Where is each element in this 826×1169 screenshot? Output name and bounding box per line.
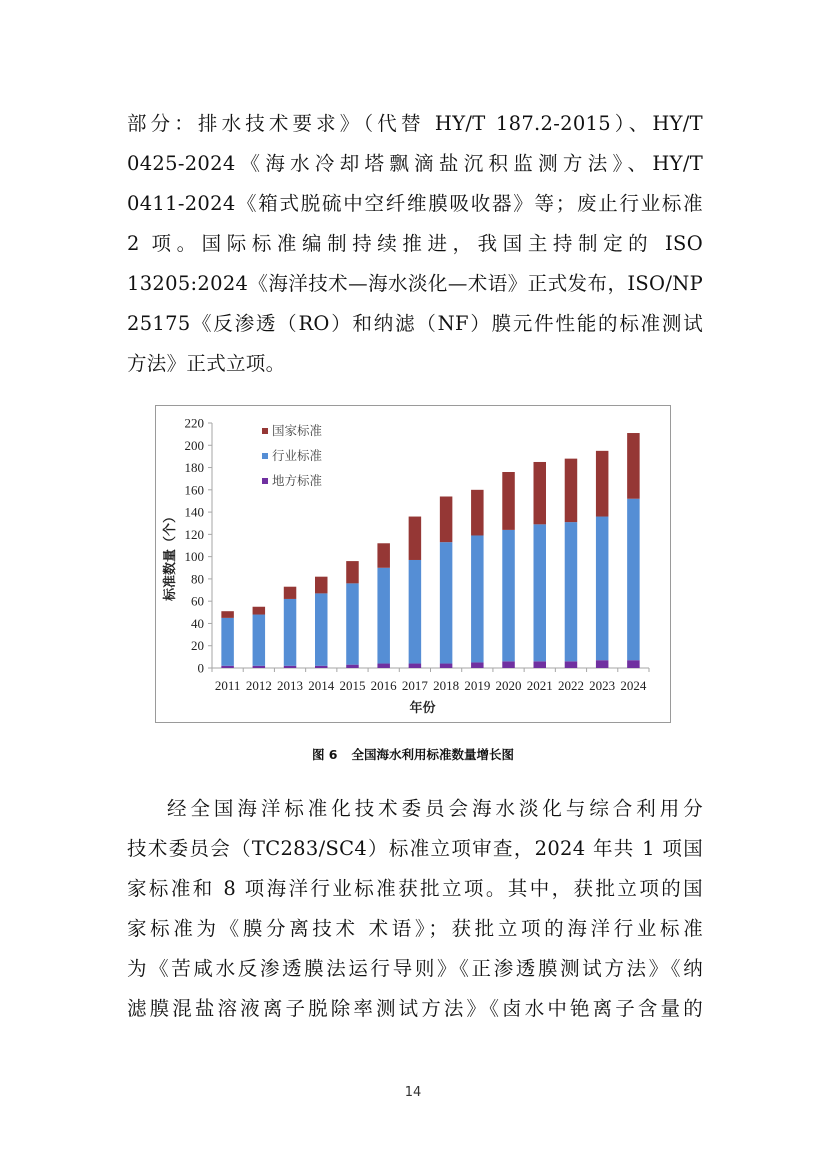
bar-segment — [627, 660, 640, 668]
bar-segment — [315, 666, 328, 668]
x-tick-label: 2021 — [526, 678, 553, 693]
bar-segment — [284, 587, 297, 599]
text-line: 方法》正式立项。 — [127, 352, 286, 375]
text-line: 经全国海洋标准化技术委员会海水淡化与综合利用分 — [167, 797, 703, 820]
bar-segment — [409, 560, 422, 664]
y-tick-label: 40 — [191, 615, 204, 631]
bar-segment — [346, 665, 359, 668]
x-tick-label: 2022 — [557, 678, 584, 693]
bar-segment — [534, 661, 547, 668]
legend-swatch — [262, 453, 268, 459]
x-tick-label: 2013 — [277, 678, 304, 693]
bar-segment — [534, 462, 547, 524]
x-tick-label: 2023 — [589, 678, 616, 693]
paragraph-project-approval — [127, 789, 703, 1029]
y-tick-label: 120 — [184, 526, 204, 542]
x-axis-label: 年份 — [409, 701, 436, 716]
y-tick-label: 180 — [184, 460, 204, 476]
bar-segment — [502, 530, 515, 661]
bar-segment — [502, 472, 515, 530]
bar-segment — [377, 568, 390, 664]
legend-label: 国家标准 — [272, 423, 323, 438]
bar-segment — [565, 459, 578, 522]
legend-label: 地方标准 — [272, 473, 323, 488]
y-tick-label: 220 — [184, 415, 204, 431]
bar-segment — [565, 522, 578, 661]
text-line: 家标准和 8 项海洋行业标准获批立项。其中，获批立项的国 — [127, 877, 703, 900]
bar-segment — [253, 607, 265, 615]
bar-segment — [253, 666, 265, 668]
bar-segment — [440, 664, 453, 668]
bar-segment — [471, 535, 484, 662]
bar-segment — [346, 561, 359, 583]
bar-segment — [440, 542, 453, 663]
figure-caption — [0, 745, 826, 763]
bar-segment — [221, 666, 234, 668]
legend-label: 行业标准 — [272, 448, 323, 463]
x-tick-label: 2012 — [245, 678, 272, 693]
bar-segment — [440, 497, 453, 543]
text-line: 部分：排水技术要求》（代替 HY/T 187.2-2015）、HY/T — [127, 112, 703, 135]
legend-swatch — [262, 428, 268, 434]
text-line: 25175《反渗透（RO）和纳滤（NF）膜元件性能的标准测试 — [127, 312, 703, 335]
page-number: 14 — [404, 1085, 422, 1100]
bar-segment — [596, 451, 609, 517]
bar-segment — [502, 661, 515, 668]
bar-segment — [221, 611, 234, 618]
x-tick-label: 2017 — [401, 678, 428, 693]
bar-segment — [315, 593, 328, 665]
x-tick-label: 2011 — [214, 678, 241, 693]
bar-segment — [253, 615, 265, 666]
bar-segment — [346, 583, 359, 664]
text-line: 滤膜混盐溶液离子脱除率测试方法》《卤水中铯离子含量的 — [127, 997, 703, 1020]
text-line: 技术委员会（TC283/SC4）标准立项审查，2024 年共 1 项国 — [127, 837, 703, 860]
text-line: 0411-2024《箱式脱硫中空纤维膜吸收器》等；废止行业标准 — [127, 192, 703, 215]
bar-segment — [284, 666, 297, 668]
x-tick-label: 2015 — [339, 678, 366, 693]
bar-segment — [565, 661, 578, 668]
caption-number: 图 6 — [311, 747, 338, 762]
bar-segment — [471, 662, 484, 668]
bar-segment — [627, 433, 640, 499]
bar-segment — [221, 618, 234, 666]
bar-segment — [627, 499, 640, 660]
paragraph-standards-list — [127, 104, 703, 384]
y-tick-label: 0 — [197, 660, 204, 676]
bar-segment — [471, 490, 484, 536]
text-line: 为《苦咸水反渗透膜法运行导则》《正渗透膜测试方法》《纳 — [127, 957, 703, 980]
bar-segment — [596, 660, 609, 668]
x-tick-label: 2020 — [495, 678, 522, 693]
caption-text: 全国海水利用标准数量增长图 — [351, 747, 515, 762]
text-line: 2 项。国际标准编制持续推进，我国主持制定的 ISO — [127, 232, 703, 255]
chart-figure — [155, 405, 671, 723]
text-line: 家标准为《膜分离技术 术语》；获批立项的海洋行业标准 — [127, 917, 703, 940]
bar-segment — [284, 599, 297, 666]
x-tick-label: 2024 — [620, 678, 647, 693]
bar-segment — [534, 524, 547, 661]
y-tick-label: 20 — [191, 638, 204, 654]
legend-swatch — [262, 478, 268, 484]
y-tick-label: 80 — [191, 571, 204, 587]
bar-segment — [596, 517, 609, 661]
y-axis-label: 标准数量（个） — [163, 509, 178, 602]
stacked-bar-chart — [156, 406, 669, 721]
bar-segment — [377, 543, 390, 568]
text-line: 13205:2024《海洋技术—海水淡化—术语》正式发布，ISO/NP — [127, 272, 703, 295]
y-tick-label: 140 — [184, 504, 204, 520]
y-tick-label: 160 — [184, 482, 204, 498]
y-tick-label: 200 — [184, 437, 204, 453]
x-tick-label: 2014 — [308, 678, 335, 693]
bar-segment — [409, 517, 422, 560]
x-tick-label: 2019 — [464, 678, 491, 693]
text-line: 0425-2024《海水冷却塔飘滴盐沉积监测方法》、HY/T — [127, 152, 703, 175]
bar-segment — [315, 577, 328, 594]
x-tick-label: 2018 — [433, 678, 460, 693]
y-tick-label: 100 — [184, 549, 204, 565]
y-tick-label: 60 — [191, 593, 204, 609]
bar-segment — [377, 664, 390, 668]
bar-segment — [409, 664, 422, 668]
x-tick-label: 2016 — [370, 678, 397, 693]
